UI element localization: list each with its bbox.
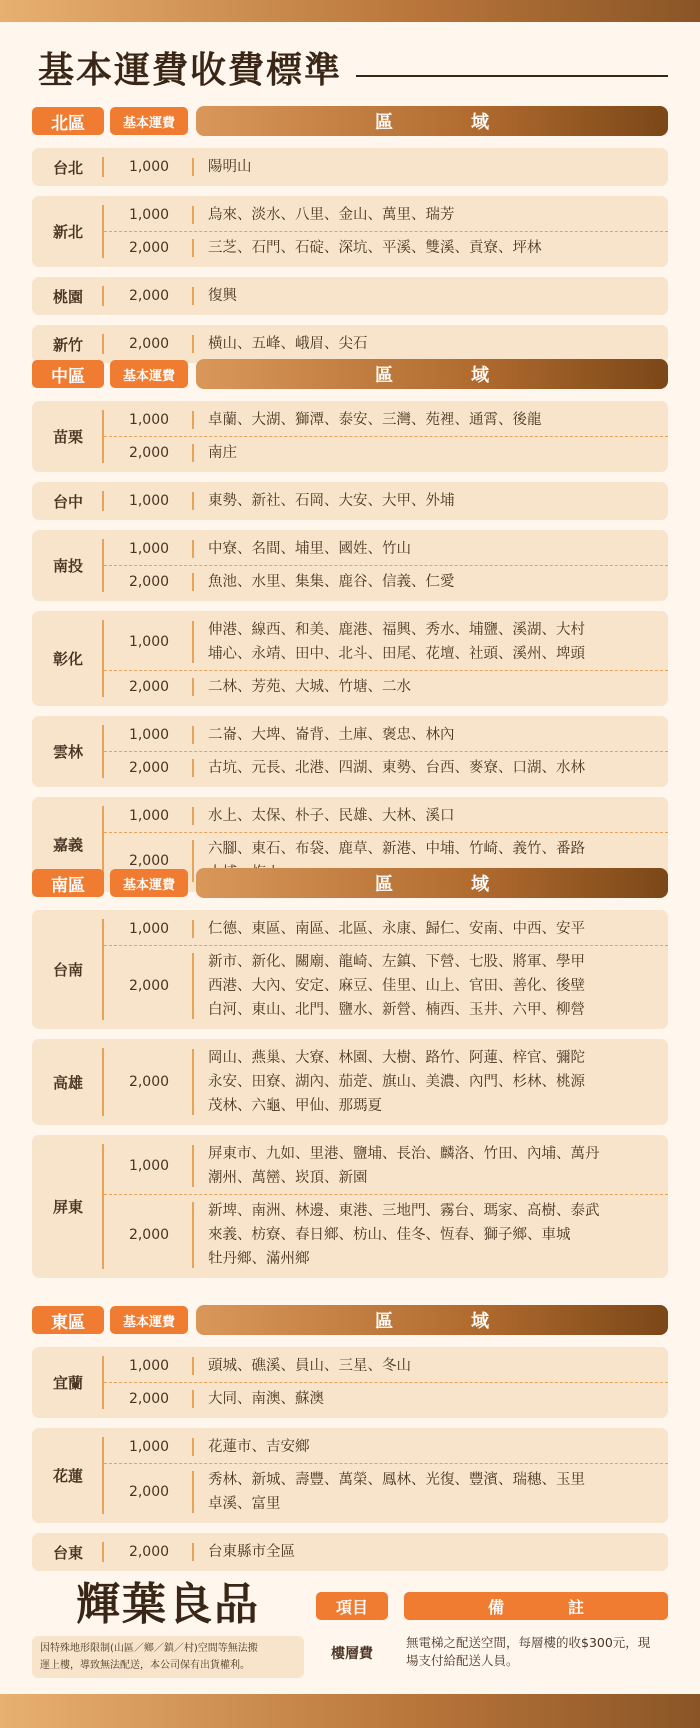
area-list (194, 1138, 668, 1194)
area-list (194, 1350, 668, 1382)
area-list (194, 1536, 668, 1568)
brand-logo: 輝葉良品 (76, 1579, 260, 1630)
city-row (32, 401, 668, 472)
page-title: 基本運費收費標準 (38, 49, 343, 91)
fee-tiers (104, 719, 668, 784)
fee-tier (104, 719, 668, 751)
city-name: 台中 (32, 485, 104, 517)
city-row (32, 530, 668, 601)
fee-tier (104, 280, 668, 312)
fee-amount: 2,000 (104, 280, 194, 312)
disclaimer-line-1: 因特殊地形限制(山區／鄉／鎮／村)空間等無法搬 (40, 1643, 258, 1654)
city-name: 雲林 (32, 719, 104, 784)
city-row (32, 611, 668, 706)
area-line: 復興 (208, 288, 237, 304)
area-header-tag: 區 域 (196, 1305, 668, 1335)
area-line: 秀林、新城、壽豐、萬榮、鳳林、光復、豐濱、瑞穗、玉里 (208, 1472, 585, 1488)
region-header (32, 1305, 668, 1335)
region-header (32, 868, 668, 898)
city-name: 屏東 (32, 1138, 104, 1275)
city-row (32, 1533, 668, 1571)
title-underline (356, 75, 668, 77)
fee-tiers (104, 1042, 668, 1122)
remark-value (406, 1634, 668, 1670)
area-list (194, 151, 668, 183)
area-line: 牡丹鄉、滿州鄉 (208, 1251, 310, 1267)
fee-amount: 2,000 (104, 328, 194, 360)
fee-amount: 2,000 (104, 1042, 194, 1122)
fee-tier (104, 328, 668, 360)
fee-header-tag: 基本運費 (110, 1306, 188, 1334)
fee-tiers (104, 1350, 668, 1415)
city-row (32, 482, 668, 520)
area-line: 魚池、水里、集集、鹿谷、信義、仁愛 (208, 574, 455, 590)
fee-tier (104, 1463, 668, 1520)
city-name: 苗栗 (32, 404, 104, 469)
region-tag: 中區 (32, 360, 104, 388)
area-list (194, 1464, 668, 1520)
fee-tier (104, 231, 668, 264)
city-name: 台北 (32, 151, 104, 183)
area-line: 陽明山 (208, 159, 252, 175)
city-row (32, 910, 668, 1029)
fee-tier (104, 151, 668, 183)
city-row (32, 1347, 668, 1418)
area-line: 西港、大內、安定、麻豆、佳里、山上、官田、善化、後壁 (208, 978, 585, 994)
region-header (32, 359, 668, 389)
fee-tiers (104, 913, 668, 1026)
area-list (194, 913, 668, 945)
area-list (194, 533, 668, 565)
fee-tiers (104, 328, 668, 360)
fee-header-tag: 基本運費 (110, 107, 188, 135)
city-row (32, 196, 668, 267)
area-line: 岡山、燕巢、大寮、林園、大樹、路竹、阿蓮、梓官、彌陀 (208, 1050, 585, 1066)
fee-tier (104, 1536, 668, 1568)
area-line: 卓蘭、大湖、獅潭、泰安、三灣、苑裡、通霄、後龍 (208, 412, 542, 428)
fee-amount: 1,000 (104, 533, 194, 565)
fee-amount: 1,000 (104, 485, 194, 517)
fee-tiers (104, 199, 668, 264)
fee-tiers (104, 151, 668, 183)
area-line: 古坑、元長、北港、四湖、東勢、台西、麥寮、口湖、水林 (208, 760, 585, 776)
area-list (194, 404, 668, 436)
area-list (194, 199, 668, 231)
region-tag: 南區 (32, 869, 104, 897)
fee-tier (104, 436, 668, 469)
fee-tier (104, 485, 668, 517)
fee-tier (104, 199, 668, 231)
area-list (194, 485, 668, 517)
city-row (32, 1039, 668, 1125)
area-line: 新市、新化、關廟、龍崎、左鎮、下營、七股、將軍、學甲 (208, 954, 585, 970)
city-name: 台南 (32, 913, 104, 1026)
region-tag: 北區 (32, 107, 104, 135)
fee-tier (104, 614, 668, 670)
remark-line-1: 無電梯之配送空間，每層樓的收$300元，現 (406, 1635, 651, 1650)
area-line: 東勢、新社、石岡、大安、大甲、外埔 (208, 493, 455, 509)
area-line: 花蓮市、吉安鄉 (208, 1439, 310, 1455)
fee-amount: 2,000 (104, 946, 194, 1026)
fee-amount: 1,000 (104, 1138, 194, 1194)
city-name: 宜蘭 (32, 1350, 104, 1415)
city-name: 南投 (32, 533, 104, 598)
city-row (32, 148, 668, 186)
footer (32, 1568, 668, 1698)
area-line: 烏來、淡水、八里、金山、萬里、瑞芳 (208, 207, 455, 223)
fee-amount: 1,000 (104, 614, 194, 670)
fee-tier (104, 1138, 668, 1194)
area-line: 來義、枋寮、春日鄉、枋山、佳冬、恆春、獅子鄉、車城 (208, 1227, 571, 1243)
fee-amount: 2,000 (104, 1464, 194, 1520)
area-list (194, 752, 668, 784)
city-row (32, 325, 668, 363)
city-name: 嘉義 (32, 800, 104, 889)
area-list (194, 1042, 668, 1122)
area-header-tag: 區 域 (196, 868, 668, 898)
fee-tier (104, 1042, 668, 1122)
fee-amount: 2,000 (104, 1383, 194, 1415)
area-list (194, 280, 668, 312)
area-list (194, 719, 668, 751)
city-name: 桃園 (32, 280, 104, 312)
area-list (194, 232, 668, 264)
area-list (194, 614, 668, 670)
fee-tiers (104, 485, 668, 517)
area-list (194, 800, 668, 832)
title-area (38, 42, 668, 92)
fee-tier (104, 945, 668, 1026)
fee-tiers (104, 1431, 668, 1520)
region-tag: 東區 (32, 1306, 104, 1334)
area-line: 白河、東山、北門、鹽水、新營、楠西、玉井、六甲、柳營 (208, 1002, 585, 1018)
bottom-accent-bar (0, 1694, 700, 1728)
fee-amount: 2,000 (104, 437, 194, 469)
fee-amount: 2,000 (104, 566, 194, 598)
area-line: 仁德、東區、南區、北區、永康、歸仁、安南、中西、安平 (208, 921, 585, 937)
area-line: 埔心、永靖、田中、北斗、田尾、花壇、社頭、溪州、埤頭 (208, 646, 585, 662)
fee-tier (104, 913, 668, 945)
fee-tiers (104, 614, 668, 703)
city-name: 高雄 (32, 1042, 104, 1122)
fee-tier (104, 1194, 668, 1275)
fee-tier (104, 1431, 668, 1463)
fee-amount: 2,000 (104, 671, 194, 703)
area-list (194, 437, 668, 469)
area-line: 伸港、線西、和美、鹿港、福興、秀水、埔鹽、溪湖、大村 (208, 622, 585, 638)
fee-amount: 1,000 (104, 404, 194, 436)
area-line: 南庄 (208, 445, 237, 461)
fee-amount: 1,000 (104, 1350, 194, 1382)
region-section (32, 359, 668, 902)
fee-tiers (104, 1536, 668, 1568)
fee-amount: 2,000 (104, 833, 194, 889)
area-line: 三芝、石門、石碇、深坑、平溪、雙溪、貢寮、坪林 (208, 240, 542, 256)
area-line: 二崙、大埤、崙背、土庫、褒忠、林內 (208, 727, 455, 743)
area-line: 潮州、萬巒、崁頂、新園 (208, 1170, 368, 1186)
fee-header-tag: 基本運費 (110, 869, 188, 897)
area-line: 卓溪、富里 (208, 1496, 281, 1512)
region-section (32, 1305, 668, 1581)
fee-tier (104, 1350, 668, 1382)
top-accent-bar (0, 0, 700, 22)
region-section (32, 868, 668, 1288)
area-line: 新埤、南洲、林邊、東港、三地門、霧台、瑪家、高樹、泰武 (208, 1203, 600, 1219)
fee-header-tag: 基本運費 (110, 360, 188, 388)
fee-amount: 2,000 (104, 1195, 194, 1275)
disclaimer-line-2: 運上樓，導致無法配送，本公司保有出貨權利。 (40, 1660, 250, 1671)
fee-tiers (104, 404, 668, 469)
area-list (194, 946, 668, 1026)
fee-tier (104, 1382, 668, 1415)
fee-amount: 1,000 (104, 151, 194, 183)
region-section (32, 106, 668, 373)
area-line: 二林、芳苑、大城、竹塘、二水 (208, 679, 411, 695)
city-name: 台東 (32, 1536, 104, 1568)
fee-amount: 1,000 (104, 1431, 194, 1463)
city-name: 彰化 (32, 614, 104, 703)
area-line: 橫山、五峰、峨眉、尖石 (208, 336, 368, 352)
area-line: 六腳、東石、布袋、鹿草、新港、中埔、竹崎、義竹、番路 (208, 841, 585, 857)
fee-amount: 1,000 (104, 913, 194, 945)
fee-tier (104, 565, 668, 598)
item-header: 項目 (316, 1592, 388, 1620)
fee-amount: 2,000 (104, 752, 194, 784)
city-name: 新竹 (32, 328, 104, 360)
remark-line-2: 場支付給配送人員。 (406, 1653, 519, 1668)
fee-amount: 1,000 (104, 800, 194, 832)
fee-tier (104, 751, 668, 784)
fee-amount: 1,000 (104, 719, 194, 751)
area-list (194, 566, 668, 598)
city-name: 花蓮 (32, 1431, 104, 1520)
fee-tier (104, 670, 668, 703)
area-line: 頭城、礁溪、員山、三星、冬山 (208, 1358, 411, 1374)
city-row (32, 716, 668, 787)
fee-amount: 1,000 (104, 199, 194, 231)
fee-amount: 2,000 (104, 232, 194, 264)
city-row (32, 277, 668, 315)
fee-tiers (104, 280, 668, 312)
area-line: 中寮、名間、埔里、國姓、竹山 (208, 541, 411, 557)
region-header (32, 106, 668, 136)
area-line: 水上、太保、朴子、民雄、大林、溪口 (208, 808, 455, 824)
area-list (194, 671, 668, 703)
fee-amount: 2,000 (104, 1536, 194, 1568)
area-list (194, 1431, 668, 1463)
area-line: 茂林、六龜、甲仙、那瑪夏 (208, 1098, 382, 1114)
fee-tier (104, 533, 668, 565)
area-list (194, 328, 668, 360)
area-line: 台東縣市全區 (208, 1544, 295, 1560)
area-list (194, 1383, 668, 1415)
fee-tiers (104, 533, 668, 598)
fee-tier (104, 404, 668, 436)
area-header-tag: 區 域 (196, 359, 668, 389)
item-value: 樓層費 (331, 1646, 373, 1662)
fee-tiers (104, 1138, 668, 1275)
city-row (32, 1135, 668, 1278)
area-line: 永安、田寮、湖內、茄萣、旗山、美濃、內門、杉林、桃源 (208, 1074, 585, 1090)
city-name: 新北 (32, 199, 104, 264)
area-line: 大同、南澳、蘇澳 (208, 1391, 324, 1407)
disclaimer-note (32, 1636, 304, 1678)
area-list (194, 1195, 668, 1275)
city-row (32, 1428, 668, 1523)
area-header-tag: 區 域 (196, 106, 668, 136)
fee-tier (104, 800, 668, 832)
area-line: 屏東市、九如、里港、鹽埔、長治、麟洛、竹田、內埔、萬丹 (208, 1146, 600, 1162)
remark-header: 備 註 (404, 1592, 668, 1620)
